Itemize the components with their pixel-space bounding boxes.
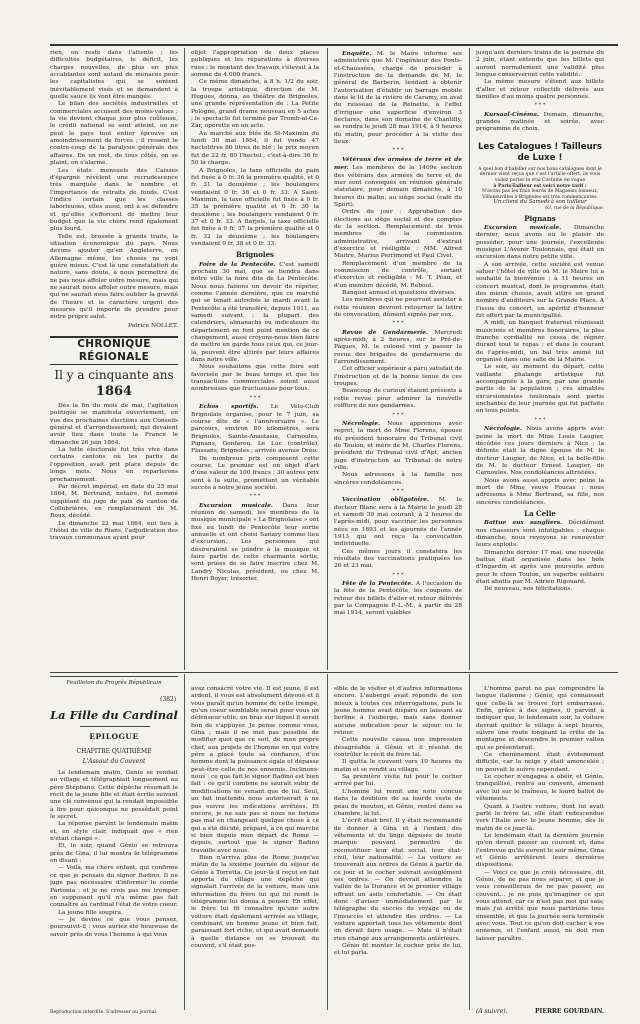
paragraph: Dès la fin du mois de mai, l'agitation politique se manifesta ouvertement, en vue des prochaines élections aux Conseils général et d'arrondissement, qui devaient avoir lieu dans toute la France le dimanche 26 juin 1864. xyxy=(50,403,178,446)
paragraph: avez consacré votre vie. Il est jeune, il est ardent, il vous est absolument dévoué et il vous paraît qu'un homme de cette trempe, qu'un coeur semblable serait pour vous un défenseur utile, un bras sur lequel il serait bon de s'appuyer. Je pense comme vous, Gina ; mais il ne met pas possible de modifier quoi que ce soit, de mon propre chef, aux projets de l'homme en qui votre père a placé toute sa confiance, d'un homme dont la puissance égale et dépasse peut-être celle de nos ennemis. Inclinons-nous : ce que fait le signor Badino est bien fait : ce qu'il combine ne saurait subir de modifications ne venant que de lui. Seul, un fait inattendu nous autoriserait à ne pas suivre les indications arrêtées. Et encore, je ne sais pas si nous ne ferions pas mal en changeant quelque chose à ce qui a été décidé, préparé, à ce qui marche si bien depuis mon départ de Rome — depuis, surtout que le signor Badino travaille avec nous. xyxy=(191,686,319,854)
paragraph: Bien n'arriva plus de Rome jusqu'au matin de la sixième journée du séjour de Génio à Torretta. Ce jour-là il reçut en fait apporta du village une dépêche qui signalait l'arrivée de la voiture, mais une information du frère lui qui lui remit le télégramme lui donna à penser. En effet, le frère lui fit connaître qu'une autre voiture était également arrivée au village, combinant un homme jeune et bien fait, paraissant fort riche, et qui avait demandé à quelle distance on se trouvait du couvent, s'il était pos- xyxy=(191,854,319,950)
article-heading: Kursaal-Cinéma. xyxy=(484,110,540,118)
article-heading: Enquête. xyxy=(342,50,372,57)
paragraph: Les états mensuels des Caisses d'épargne révèlent une recrudescence très marquée dans le nombre et l'importance de retraits de fonds. C'est l'indice certain que les classes laborieuses, elles aussi, ont à se défendre et qu'elles s'efforcent de mettre leur budget que la vie chère rend également plus lourd. xyxy=(50,167,178,233)
separator-stars: * * * xyxy=(392,411,404,418)
advertisement-text: N'avons pas les frais lourds de Magasins luxueux, Villeneuvilles à Brignoles est très commençantes. xyxy=(481,189,599,200)
section-heading: Pignans xyxy=(524,213,556,223)
separator-stars: * * * xyxy=(392,320,404,327)
reproduction-notice: Reproduction interdite. S'adresser au journal. xyxy=(50,1010,158,1015)
paragraph: De nouveau, nos félicitations. xyxy=(484,586,573,593)
paragraph: Nous adressons à la famille nos sincères condoléances. xyxy=(334,472,462,486)
paragraph: — Je devine ce que vous pensez, poursuivit-il : vous auriez été heureuse de savoir près de vous l'homme à qui vous xyxy=(50,916,178,938)
section-heading: Brignoles xyxy=(236,250,274,260)
column-3 xyxy=(334,50,462,670)
paragraph: Beaucoup de curieux étaient présents à cette revue pour admirer la nouvelle coiffure de nos gendarmes. xyxy=(334,388,462,410)
paragraph: Quant à l'autre voiture, dont lui avait parlé le frère lai, elle était redescendue vers l'Italie avec le jeune homme, dès le matin de ce jour-là. xyxy=(476,803,604,832)
column-divider xyxy=(327,674,328,1010)
separator-stars: * * * xyxy=(392,571,404,578)
column-divider xyxy=(469,48,470,670)
article-heading: Vétérans des armées de terre et de mer. xyxy=(334,155,462,172)
paragraph: Nous avons appris avec peine la mort de Mme Louis Laugier, décédée ces jours derniers à Nice ; la défunte était la digne épouse de M. le docteur Laugier, de Nice, et la belle-fille de M. le docteur Ernest Laugier, de Carnoules. Nos condoléances attristées. xyxy=(476,426,604,477)
paragraph: A l'occasion de la fête de la Pentecôte, les coupons de retour des billets d'aller et retour délivrés par la Compagnie P.-L.-M., à partir du 28 mai 1914, seront valables xyxy=(334,581,462,617)
paragraph: Nous apprenons avec regret, la mort de Mme Florens, épouse du président honoraire du Tribunal civil de Toulon, et mère de M. Charles Florens, président du Tribunal civil d'Apt, ancien juge d'instruction au Tribunal de notre ville. xyxy=(334,420,462,471)
paragraph: objet l'appropriation de deux places publiques et les réparations à diverses rues ; le montant des travaux s'élevait à la somme de 4.000 francs. xyxy=(191,50,319,79)
paragraph: Le dimanche 22 mai 1864, eut lieu à l'hôtel de ville de Rians, l'adjudication des travaux communaux ayant pour xyxy=(50,520,178,542)
paragraph: L'homme lui remit une note concue dans la doublure de sa lourde veste de peau de mouton, et Génio, rentré dans sa chambre, la lut. xyxy=(334,788,462,817)
feuilleton-column-1 xyxy=(50,770,178,1006)
paragraph: Le soir, au moment du départ, cette vaillante phalange artistique fut accompagnée à la gare, par une grande partie de la population ; ces aimables excursionnistes toulonnais sont partis enchantés de leur journée qui fut parfaite en tous points. xyxy=(476,364,604,415)
column-2 xyxy=(191,50,319,670)
feuilleton-rule xyxy=(50,672,618,673)
paragraph: Par décret impérial, en date du 25 mai 1864, M. Bertrand, notaire, fut nommé suppléant du juge de paix du canton de Collobrières, en remplacement de M. Roux, décédé. xyxy=(50,483,178,520)
paragraph: Dans leur réunion de samedi, les membres de la musique municipale « La Brignolaise » ont fixé au lundi de Pentecôte leur sortie annuelle et ont choisi Sanary comme lieu d'excursion. Les personnes qui désireraient se joindre à la musique et faire partie de cette charmante sortie, sont priées de se faire inscrire chez M. Landry Nicolas, président, ou chez M. Henri Boyer, trésorier. xyxy=(191,502,319,583)
paragraph: Ordre du jour : Approbation des élections au siège social et des comptes de la section. Remplacement de trois membres de la commission administrative, arrivant d'extrait d'exercice et rééligible : MM. Alfred Maitre, Marius Perrimond et Paul Civel. xyxy=(334,209,462,260)
advertisement-address: 63, rue de la République. xyxy=(545,205,604,211)
section-subheading: Il y a cinquante ans xyxy=(54,368,174,383)
feuilleton-part: EPILOGUE xyxy=(89,732,139,741)
article-heading: Vaccination obligatoire. xyxy=(342,496,429,504)
paragraph: Le lendemain était la dernière journée qu'on devait passer au couvent et, dans l'entrevue qu'ils eurent le soir même, Gina et Génio arrêtèrent leurs dernières dispositions. xyxy=(476,832,604,869)
advertisement-text: Un client du Samedi à son tailleur xyxy=(493,199,587,206)
paragraph: Il quitta le couvent vers 10 heures du matin et se rendit au village. xyxy=(334,759,462,773)
paragraph: Les membres qui ne pourront assister à cette réunion devront retourner la lettre de convocation, dûment signée par eux. xyxy=(334,297,462,319)
paragraph: rien, on reste dans l'attente ; les difficultés budgétaires, le déficit, les charges nouvelles, de plus en plus accablantes sont autant de menaces pour les capitalistes qui se sentent inévitablement visés et se demandent à quelle sauce ils vont être mangés. xyxy=(50,50,178,101)
paragraph: — Voilà, ma chère enfant, qui confirme ce que je pensais du signor Badino. Il ne juge pas nécessaire d'informer le comte Partonia ; et je ne crois pas me tromper en supposant qu'il n'a même pas fait connaître au cardinal l'état de votre coeur. xyxy=(50,865,178,909)
paragraph: Telle est, brossée à grands traits, la situation économique du pays. Nous devons ajouter qu'en Angleterre, en Allemagne même, les choses ne vont guère mieux. C'est là une constatation de nature, sans doute, à nous permettre de ne pas nous affoler outre mesure, mais qui ne saurait nous affoler outre mesure, mais qui ne saurait nous faire oublier la gravité de l'heure et le caractère urgent des mesures qu'il importe de prendre pour notre propre salut. xyxy=(50,233,178,321)
paragraph: La lutte électorale fut très vive dans certains cantons où les partis de l'opposition avait prit place depuis de longs mois. Nous en reparlerons prochainement. xyxy=(50,447,178,483)
paragraph: Ces mêmes jours il constatera les résultats des vaccinations pratiquées les 20 et 23 mai. xyxy=(334,548,462,570)
paragraph: Nous avons aussi appris avec peine la mort de Mme veuve Foucas ; nous adressons à Mme Bertrand, sa fille, nos sincères condoléances. xyxy=(476,477,604,506)
paragraph: Au marché aux blés de St-Maximin du lundi 30 mai 1864, il fut vendu 47 hectolitres 80 litres de blé ; le prix moyen fut de 22 fr. 80 l'hectol., c'est-à-dire 36 fr. 50 la charge. xyxy=(191,130,319,167)
column-4 xyxy=(476,50,604,670)
paragraph: Génio fit monter le cocher près de lui, et lui parla. xyxy=(334,943,462,957)
advertisement-title: Les Catalogues ! Tailleurs de Luxe ! xyxy=(477,141,603,163)
paragraph: Les membres de la 1409e section des vétérans des armées de terre et de mer sont convoqués en réunion générale statutaire, pour demain dimanche, à 10 heures du matin, au siège social (café du Sport). xyxy=(334,165,462,208)
article-signature: Patrice NOLLET. xyxy=(128,322,178,329)
paragraph: La réponse parvint le lendemain matin et, en style clair, indiquait que « rien n'était changé ». xyxy=(50,821,178,843)
paragraph: Décidément nos chasseurs sont infatigables ; chaque dimanche, nous revoyons se renouveler leurs exploits. xyxy=(476,520,604,549)
article-heading: Excursion musicale. xyxy=(199,501,273,509)
to-be-continued: (A suivre). xyxy=(476,1008,508,1015)
advertisement-text: à Paris-Tailleur est voici notre tarif : xyxy=(493,183,587,189)
paragraph: Le cocher n'engagea à obéir, et Génio, tranquillisé, rentra au couvent, amenant avec lui sur le traîneau, le lourd ballot de vêtements. xyxy=(476,774,604,803)
paragraph: Ce cheminement était évidemment difficile, car la neige y était amoncelée ; on pouvait le suivre cependant. xyxy=(476,752,604,773)
paragraph: Nous souhaitons que cette foire soit favorisée par le beau temps et que les transactions commerciales soient aussi nombreuses que fructueuses pour tous. xyxy=(191,364,319,393)
paragraph: C'est samedi prochain 30 mai, que se tiendra dans notre ville la foire dite de La Pentecôte. Nous nous faisons un devoir de répéter, comme l'année dernière, que ce marché qui se tenait autrefois le mardi avant la Pentecôte a été transféré, depuis 1911, au samedi suivant ; la plupart des calendriers, almanachs ou indicateurs du département ne font point mention de ce changement, aussi croyons-nous bien faire de mettre en garde tous ceux qui, ce jour-là, peuvent être attirés par leurs affaires dans notre ville. xyxy=(191,261,319,364)
paragraph: Sa première visite fut pour le cocher arrivé par lui. xyxy=(334,774,462,788)
paragraph: Dimanche dernier 17 mai, une nouvelle battue était organisée dans les bois d'Ingardin et après une poursuite ardue pour le chien Toulon, un superbe solitaire était abattu par M. Adrien Rigouard. xyxy=(476,549,604,586)
paragraph: L'écrit était bref. Il y était recommandé de donner à Gina et à l'enfant des vêtements et du linge déposés de toute marque pouvant permettre de reconstituer leur état social, leur état-civil, leur nationalité. — La voiture se trouverait aux ordres de Génio à partir de ce jour et le cocher suivrait aveuglément ses ordres. — On devrait atteindre la vallée de la Durance et le premier village offrant un asile confortable. — On était donc d'aviser immédiatement par le télégraphe du succès du voyage ou de l'insuccès et attendre des ordres. — La voiture apportait tous les vêtements dont on devait faire usage. — Mais il n'était rien changé aux arrangements antérieurs. xyxy=(334,818,462,942)
feuilleton-number: (382) xyxy=(160,696,177,703)
feuilleton-rule xyxy=(50,676,178,677)
separator-stars: * * * xyxy=(249,394,261,401)
article-heading: Revue de Gendarmerie. xyxy=(342,328,429,336)
feuilleton-chapter: CHAPITRE QUATRIÈME xyxy=(76,748,152,755)
paragraph: Cet officier supérieur a paru satisfait de l'instruction et de la bonne tenue de ces troupes. xyxy=(334,366,462,388)
paragraph: A Brignoles, la taxe officielle du pain fut fixée à 0 fr. 36 la première qualité, et 0 fr. 31 la deuxième ; les boulangers vendaient 0 fr. 38 et 0 fr. 33. A Saint-Maximin, la taxe officielle fut fixée à 0 fr. 35 la première qualité et 0 fr. 30 la deuxième ; les boulangers vendaient 0 fr. 37 et 0 fr. 33. A Barjols, la taxe officielle fut fixée à 0 fr. 37 la première qualité et 0 fr. 32 la deuxième ; les boulangers vendaient 0 fr. 38 et 0 fr. 33. xyxy=(191,167,319,247)
top-rule xyxy=(50,44,618,46)
paragraph: Et, le soir, quand Génio se retrouva près de Gina, il lui montra le télégramme en disant : xyxy=(50,843,178,865)
separator-stars: * * * xyxy=(249,493,261,500)
paragraph: M. le docteur Blanc sera à la Mairie le jeudi 28 et samedi 30 mai courant, à 2 heures de l'après-midi, pour vacciner les personnes nées en 1893 et les ajournés de l'année 1913 qui ont reçu la convocation individuelle. xyxy=(334,497,462,548)
article-heading: Battue aux sangliers. xyxy=(484,519,563,527)
paragraph: Le bilan des sociétés industrielles et commerciales accusent des moins-values ; la vie devient chaque jour plus coûteuse, le crédit national se sent atteint, on ne peut le pays tout entier éprouve un amoindrissement de forces ; il ressent le contre-coup de la paralysie générale des affaires. En un mot, de tous côtés, on se plaint, on s'alarme. xyxy=(50,101,178,167)
column-divider xyxy=(327,48,328,670)
paragraph: L'homme parut ne pas comprendre la langue italienne ; Génio, qui connaissait que celle-là se trouve fort embarrassé. Enfin, grâce à des signes, il parvint à indiquer que, le lendemain soir, la voiture devrait quitter le village à sept heures, suivre une route longeant la crête de la montagne et descendre le premier vallon qui se présenterait. xyxy=(476,686,604,751)
paragraph: M. le Maire informe ses administrés que M. l'ingénieur des Ponts-et-Chaussées, chargé de procéder à l'instruction de la demande de M. le général de Barberin, tendant à obtenir l'autorisation d'établir un barrage mobile dans le lit de la rivière de Caramy, en aval du ruisseau de la Reinette, à l'effet d'irriguer une superficie d'environ 3 hectares, dans son domaine de Chantilly, se rendra le jeudi 28 mai 1914, à 9 heures du matin, pour procéder à la visite des lieux. xyxy=(334,51,462,146)
separator-stars: * * * xyxy=(392,487,404,494)
separator-stars: * * * xyxy=(534,102,546,109)
paragraph: — Voici ce que je crois nécessaire, dit Génio, de ne pas nous séparer, et que je vous conseillerais de ne pas passer, au couvent... je ne puis qu'imaginer ce qui vous attend, car ce n'est pas moi qui sais; mais j'ai arrêté que nous partirions tous ensemble, et que la journée sera terminée avec vous. Tout ce qu'on doit cacher à vos ennemis, et l'enfant aussi, ne doit rien laisser paraître. xyxy=(476,869,604,942)
paragraph: Ce même dimanche, à 8 h. 1/2 du soir, la troupe artistique, direction de M. Hugues, donna, au théâtre de Brignoles, une grande représentation de : La Petite Pologne, grand drame nouveau en 5 actes ; le spectacle fut terminé par Tromb-al-Ca-Zar, opérette en un acte. xyxy=(191,79,319,130)
author-name: PIERRE GOURDAIN. xyxy=(535,1008,604,1015)
paragraph: La jeune fille soupira. xyxy=(58,909,123,916)
article-heading: Fête de la Pentecôte. xyxy=(342,580,414,588)
paragraph: Le Vélo-Club Brignolais organise, pour le 7 juin, sa course dite de « l'anniversaire ». Le parcours, environ 80 kilomètres, sera Brignoles, Sainte-Anastasie, Carnoules, Pignans, Gonfaron, Le Luc (contrôle), Flassans, Brignoles ; arrivée avenue Dréo. xyxy=(191,404,319,455)
feuilleton-title: La Fille du Cardinal xyxy=(50,708,178,722)
feuilleton-column-2 xyxy=(191,686,319,1006)
separator-stars: * * * xyxy=(534,416,546,423)
advertisement-text: A quel bon d'habiller sur nos bons catalogues dont le dernier vient reçus que c'est l'article offert, ils vous voilez porter le vrai Costume en vogue xyxy=(478,166,602,183)
feuilleton-footer xyxy=(476,1008,604,1015)
paragraph: A son arrivée, cette société est venue saluer l'hôtel de ville où M. le Maire lui a souhaité la bienvenue ; à 11 heures un concert musical, dont le programme était des mieux choisis, avait attiré un grand nombre d'auditeurs sur la Grande Place. A l'issue du concert, un apéritif d'honneur fut offert par la municipalité. xyxy=(476,261,604,319)
paragraph: La même mesure s'étend aux billets d'aller et retour collectifs délivrés aux familles d'au moins quatre personnes. xyxy=(476,79,604,101)
article-heading: Excursion musicale. xyxy=(484,223,562,231)
paragraph: Mercredi après-midi, à 2 heures, sur le Pré-de-Pâques, M. le colonel vint y passer la revue des brigades de gendarmerie de l'arrondissement. xyxy=(334,329,462,366)
feuilleton-column-4 xyxy=(476,686,604,1004)
feuilleton-chapter-title: L'Assaut du Couvent xyxy=(82,758,146,765)
section-year: 1864 xyxy=(95,384,133,400)
column-1 xyxy=(50,50,178,670)
paragraph: Remplacement d'un membre de la commission de contrôle, sortant d'exercice et rééligible : M. T. Péan, et d'un membre décédé, M. Reboul. xyxy=(334,260,462,289)
article-heading: Foire de la Pentecôte. xyxy=(199,260,276,268)
paragraph: Banquet annuel et questions diverses. xyxy=(342,290,457,296)
paragraph: A midi, un banquet fraternel réunissait musiciens et membres honoraires, la plus franche cordialité ne cessa de régner durant tout le repas ; et dans le courant de l'après-midi, un bal très animé fut organisé dans une salle de la Mairie. xyxy=(476,320,604,364)
article-heading: Echos sportifs. xyxy=(199,403,259,411)
paragraph: Demain, dimanche, grandes matinée et soirée, avec programme de choix. xyxy=(476,111,604,133)
paragraph: sible de le visiter et d'autres informations encore. L'auberge avait répondu de son mieux à toutes ces interrogations, puis le jeune homme avait disparu en laissant sa berline à l'auberge, mais sans donner aucune indication pour le séjour ou le retour. xyxy=(334,686,462,737)
column-divider xyxy=(184,48,185,670)
paragraph: De nombreux prix composent cette course. Le premier est un objet d'art d'une valeur de 100 francs ; 30 autres prix sont à la suite, promettant un véritable succès à notre jeune société. xyxy=(191,455,319,491)
feuilleton-note: Feuilleton du Progrès Républicain xyxy=(66,680,162,686)
paragraph: jusqu'aux derniers trains de la journée du 2 juin, étant entendu que les billets qui auront normalement une validité plus longue conserveront cette validité. xyxy=(476,50,604,79)
section-heading: La Celle xyxy=(524,508,556,518)
section-heading: CHRONIQUE RÉGIONALE xyxy=(50,336,178,365)
paragraph: Le lendemain matin, Génio se rendait au village et télégraphiait longuement au père Stéphano. Cette dépêche résumait le récit de la jeune fille et était écrite suivant une clé convenue qui la rendait impossible à lire pour quiconque ne possédait point le secret. xyxy=(50,770,178,821)
article-heading: Nécrologie. xyxy=(342,419,381,427)
separator-stars: * * * xyxy=(392,147,404,154)
feuilleton-column-3 xyxy=(334,686,462,1006)
article-heading: Nécrologie. xyxy=(484,425,523,433)
paragraph: Cette nouvelle causa une impression désagréable à Génio et il résolut de contrôler le récit du frère lai. xyxy=(334,737,462,759)
column-divider xyxy=(469,674,470,1010)
column-divider xyxy=(184,674,185,1010)
paragraph: Dimanche dernier, nous avons eu le plaisir de posséder, pour une journée, l'excellente musique L'Avenir Toulonnais, qui était en excursion dans notre petite ville. xyxy=(476,224,604,261)
title-rule xyxy=(80,726,150,727)
